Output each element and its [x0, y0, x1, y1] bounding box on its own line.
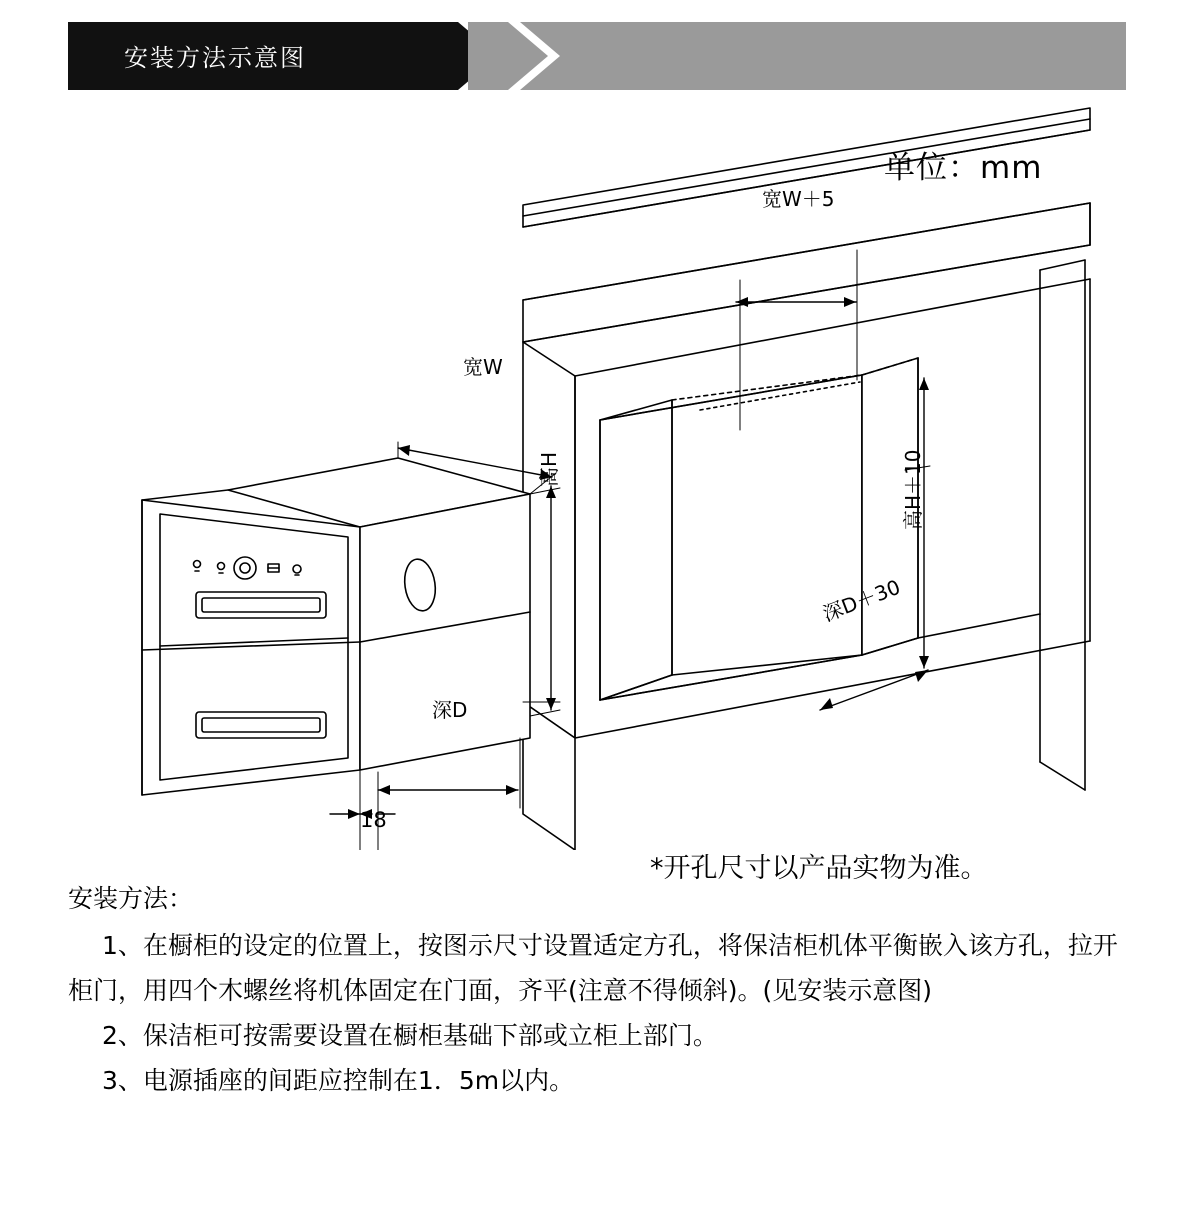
instruction-item: 3、电源插座的间距应控制在1．5m以内。: [102, 1066, 575, 1095]
instructions-heading: 安装方法：: [68, 884, 194, 913]
dimension-width-plus-5: 宽W＋5: [762, 187, 835, 211]
installation-instructions: [68, 876, 1138, 1103]
hole-size-note: *开孔尺寸以产品实物为准。: [650, 853, 988, 884]
instruction-item: 1、在橱柜的设定的位置上，按图示尺寸设置适定方孔，将保洁柜机体平衡嵌入该方孔，拉开柜门，用四个木螺丝将机体固定在门面，齐平(注意不得倾斜)。(见安装示意图): [68, 931, 1118, 1005]
unit-label: 单位：mm: [884, 150, 1043, 186]
dimension-height-plus-10: 高H＋10: [901, 449, 925, 530]
dimension-height: 高H: [537, 451, 561, 487]
dimension-front-thickness: 18: [360, 808, 387, 832]
dimension-depth-plus-30: 深D＋30: [819, 574, 904, 627]
instruction-item: 2、保洁柜可按需要设置在橱柜基础下部或立柜上部门。: [102, 1021, 718, 1050]
dimension-width: 宽W: [463, 355, 503, 379]
installation-diagram: [0, 90, 1200, 850]
dimension-depth: 深D: [432, 698, 468, 722]
page-title: 安装方法示意图: [124, 44, 306, 72]
